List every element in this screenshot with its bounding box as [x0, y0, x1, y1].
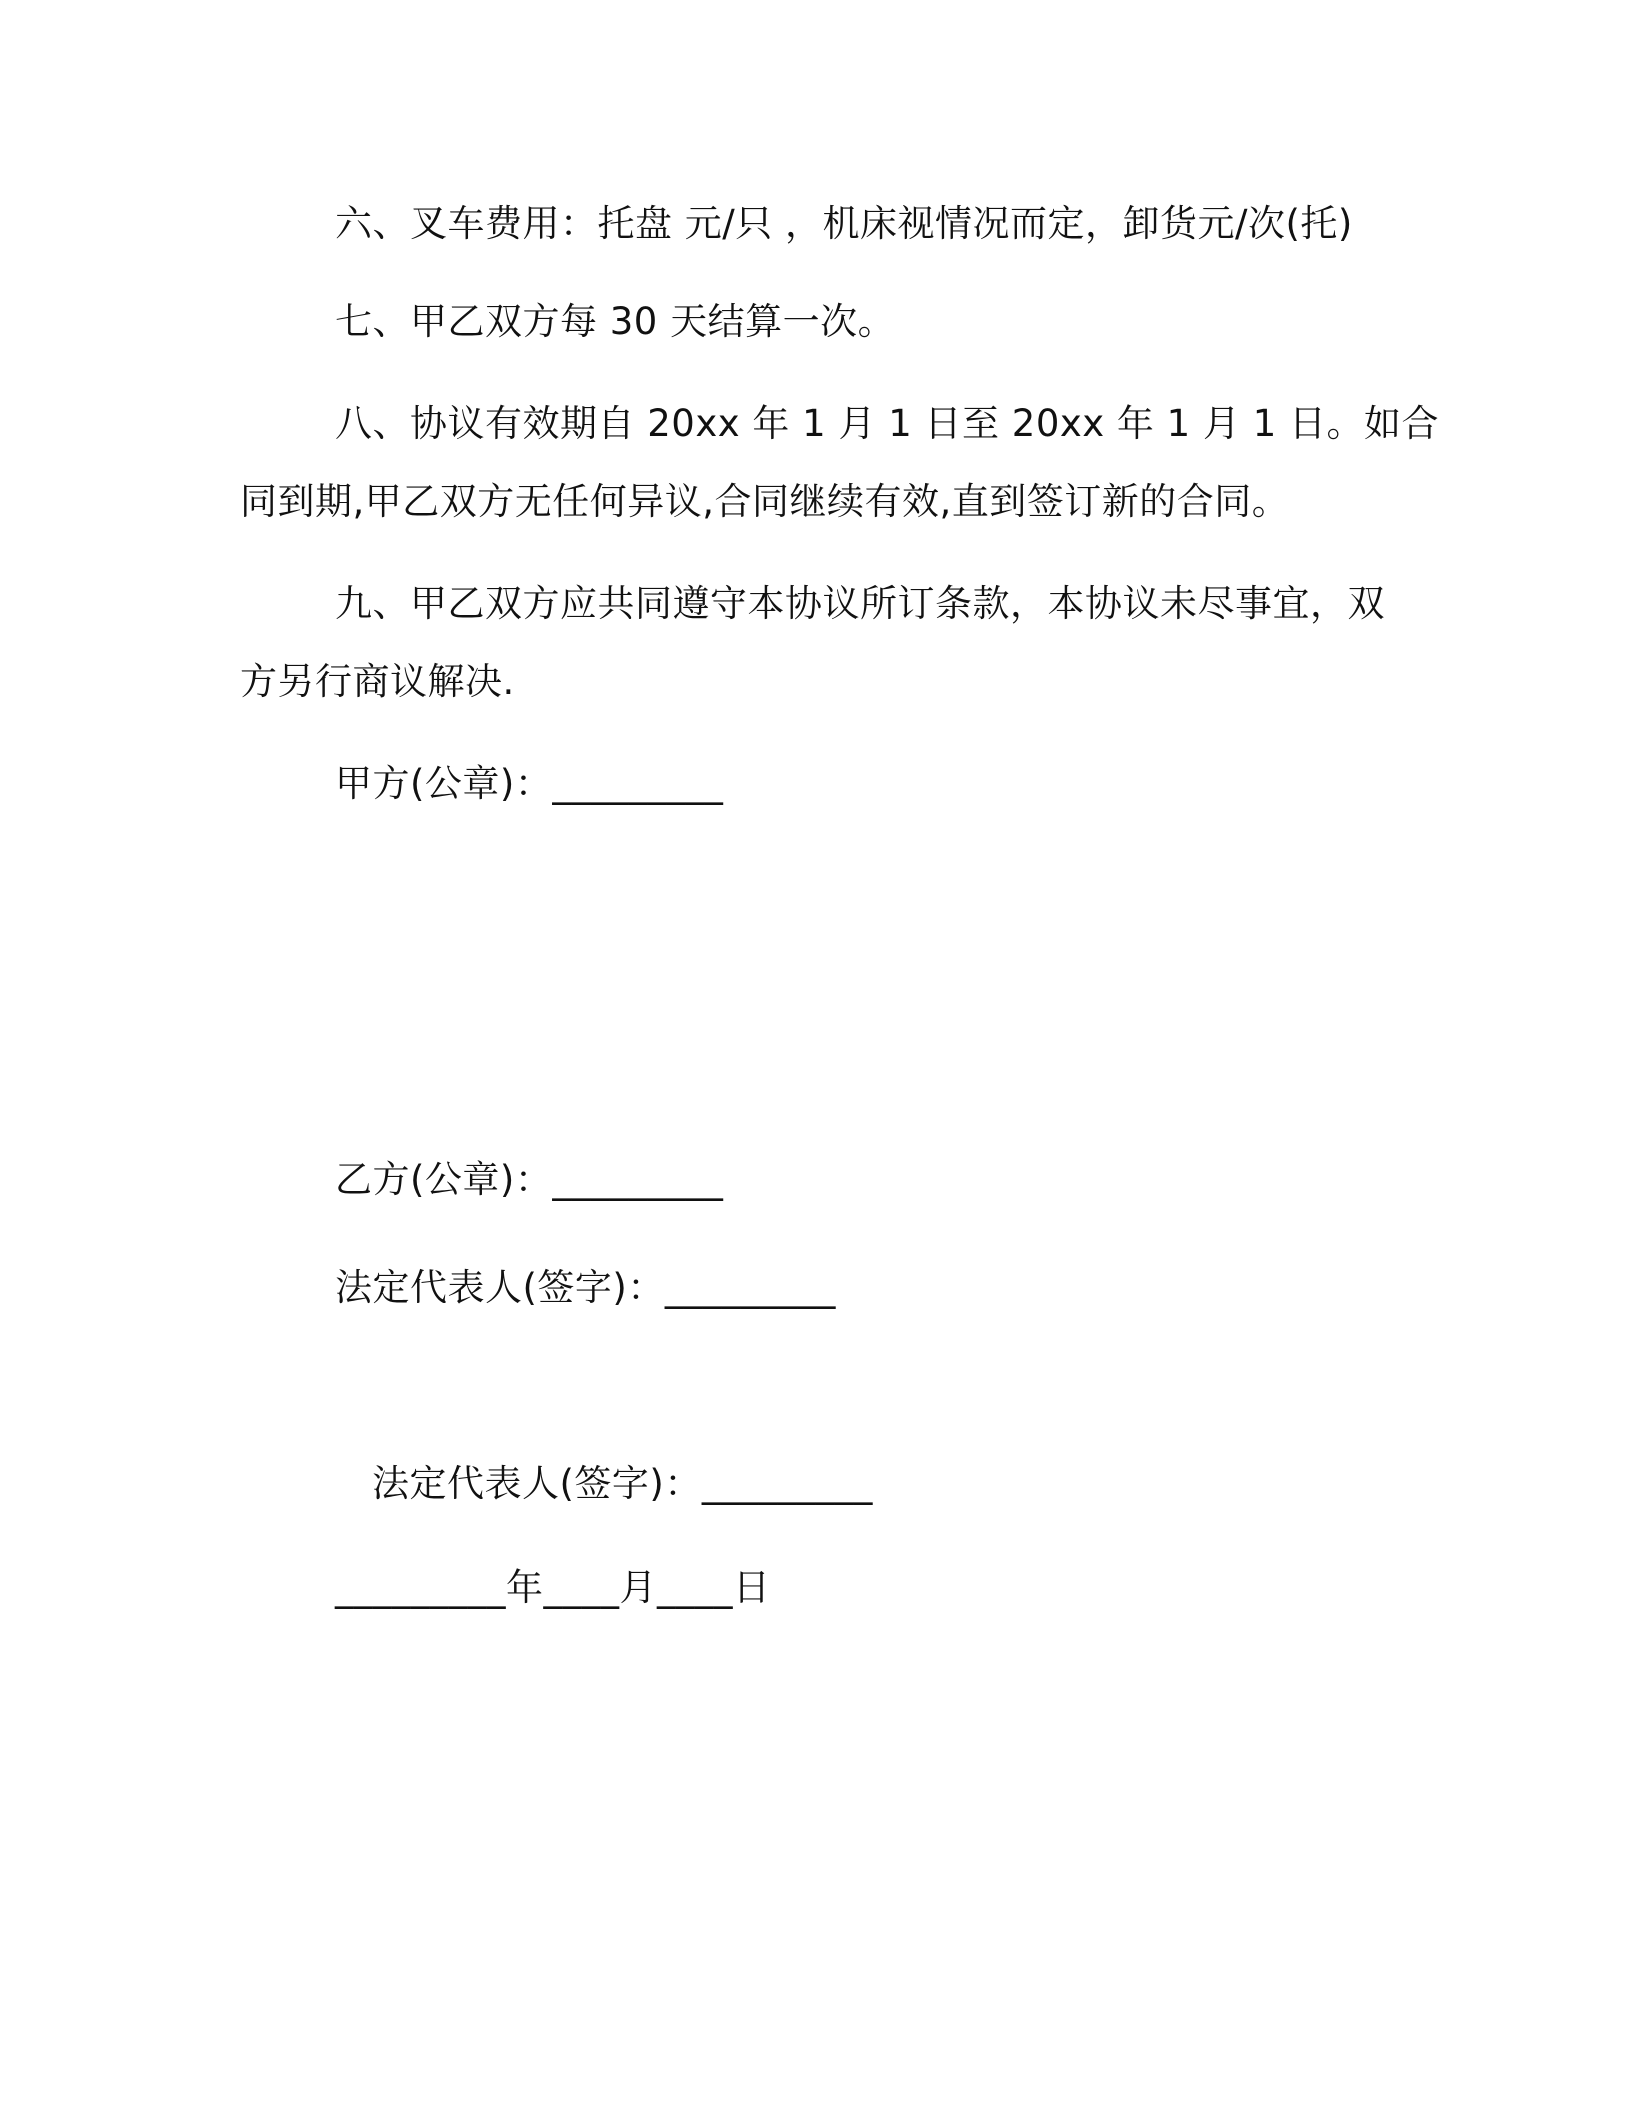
- clause-nine-line1: 九、甲乙双方应共同遵守本协议所订条款，本协议未尽事宜，双: [335, 582, 1385, 625]
- clause-six: 六、叉车费用：托盘 元/只 ，机床视情况而定，卸货元/次(托): [335, 202, 1353, 245]
- party-a-seal-line: 甲方(公章)：_________: [335, 762, 724, 805]
- legal-rep-signature-2: 法定代表人(签字)：_________: [372, 1462, 873, 1505]
- party-b-seal-line: 乙方(公章)：_________: [335, 1158, 724, 1201]
- clause-eight-line2: 同到期,甲乙双方无任何异议,合同继续有效,直到签订新的合同。: [240, 480, 1290, 523]
- clause-eight-line1: 八、协议有效期自 20xx 年 1 月 1 日至 20xx 年 1 月 1 日。如合: [335, 402, 1440, 445]
- clause-seven: 七、甲乙双方每 30 天结算一次。: [335, 300, 896, 343]
- legal-rep-signature-1: 法定代表人(签字)：_________: [335, 1266, 836, 1309]
- clause-nine-line2: 方另行商议解决.: [240, 660, 515, 703]
- date-line: _________年____月____日: [335, 1566, 771, 1609]
